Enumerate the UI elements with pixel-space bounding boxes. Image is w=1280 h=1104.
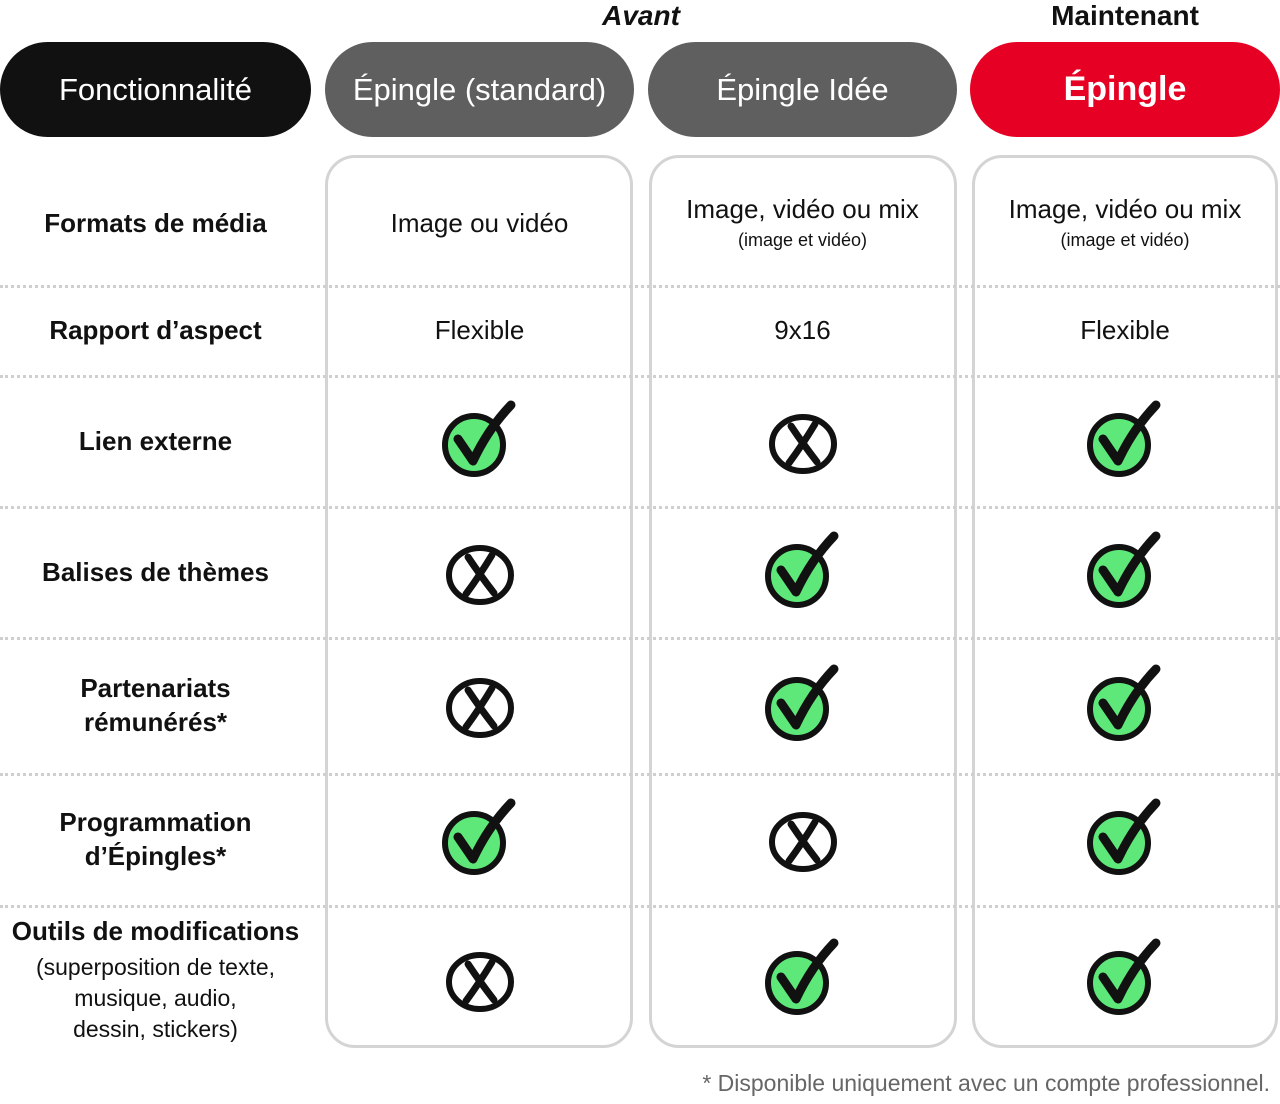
- cell-value-note: (image et vidéo): [1060, 229, 1190, 250]
- feature-label: Balises de thèmes: [42, 556, 269, 587]
- row-pin-scheduling: [0, 773, 1280, 905]
- cell-value: 9x16: [774, 315, 831, 345]
- cell-value: Image ou vidéo: [390, 207, 569, 238]
- row-media-formats: [0, 160, 1280, 285]
- row-editing-tools: [0, 905, 1280, 1053]
- cell-value: Image, vidéo ou mix: [1008, 193, 1242, 224]
- header-standard-pin: Épingle (standard): [325, 42, 634, 137]
- cross-icon: [438, 530, 522, 614]
- feature-label: Partenariats rémunérés*: [80, 673, 231, 737]
- check-icon: [761, 937, 845, 1021]
- header-idea-pin: Épingle Idée: [648, 42, 957, 137]
- feature-label: Lien externe: [78, 425, 233, 456]
- check-icon: [761, 663, 845, 747]
- cross-icon: [761, 399, 845, 483]
- header-feature: Fonctionnalité: [0, 42, 311, 137]
- feature-label: Rapport d’aspect: [49, 315, 262, 345]
- cell-value: Image, vidéo ou mix: [686, 193, 919, 224]
- feature-label: Programmation d’Épingles*: [59, 807, 252, 871]
- row-external-link: [0, 375, 1280, 506]
- cell-value: Flexible: [1080, 315, 1170, 345]
- cell-value: Flexible: [434, 315, 525, 345]
- check-icon: [1083, 399, 1167, 483]
- row-paid-partnerships: [0, 637, 1280, 773]
- group-label-now: Maintenant: [1051, 0, 1199, 31]
- cell-value-note: (image et vidéo): [737, 229, 868, 250]
- feature-description: (superposition de texte, musique, audio, dessin, stickers): [35, 953, 276, 1042]
- check-icon: [1083, 663, 1167, 747]
- cross-icon: [761, 797, 845, 881]
- check-icon: [438, 797, 522, 881]
- footnote: * Disponible uniquement avec un compte professionnel.: [702, 1070, 1270, 1096]
- header-pin: Épingle: [970, 42, 1280, 137]
- feature-label: Formats de média: [44, 207, 267, 238]
- cross-icon: [438, 937, 522, 1021]
- row-aspect-ratio: [0, 285, 1280, 375]
- feature-label: Outils de modifications: [11, 915, 300, 946]
- check-icon: [1083, 530, 1167, 614]
- row-topic-tags: [0, 506, 1280, 637]
- cross-icon: [438, 663, 522, 747]
- group-label-before: Avant: [602, 0, 680, 31]
- check-icon: [1083, 937, 1167, 1021]
- check-icon: [438, 399, 522, 483]
- check-icon: [761, 530, 845, 614]
- check-icon: [1083, 797, 1167, 881]
